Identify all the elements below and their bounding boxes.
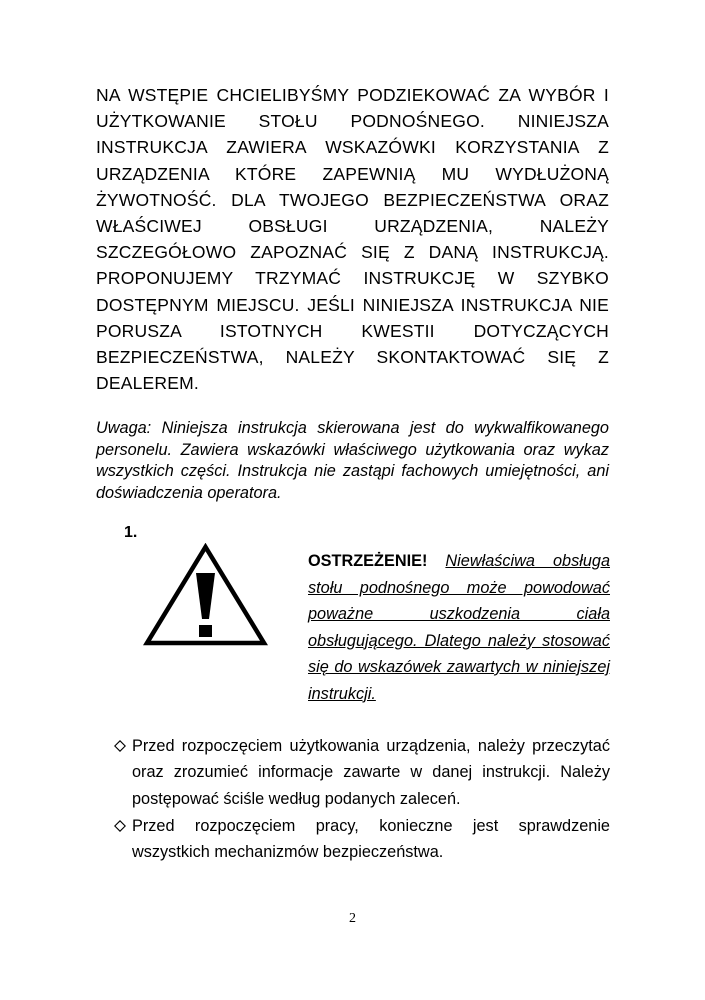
list-item [114, 733, 610, 812]
warning-block [308, 548, 610, 707]
diamond-outline-icon [114, 740, 126, 752]
warning-title: OSTRZEŻENIE! [308, 552, 428, 570]
diamond-outline-icon [114, 820, 126, 832]
list-item [114, 813, 610, 866]
note-paragraph: Uwaga: Niniejsza instrukcja skierowana jest do wykwalfikowanego personelu. Zawiera wskazówki właściwego użytkowania oraz wykaz wszystkich części. Instrukcja nie zastąpi fachowych umiejętności, ani doświadczenia operatora. [96, 419, 609, 503]
warning-message: Niewłaściwa obsługa stołu podnośnego może powodować poważne uszkodzenia ciała obsługującego. Dlatego należy stosować się do wskazówek zawartych w niniejszej instrukcji. [308, 552, 610, 703]
section-number: 1. [124, 524, 138, 541]
bullet-list [114, 733, 610, 866]
list-item-text: Przed rozpoczęciem pracy, konieczne jest sprawdzenie wszystkich mechanizmów bezpieczeństwa. [132, 816, 610, 862]
intro-paragraph: NA WSTĘPIE CHCIELIBYŚMY PODZIEKOWAĆ ZA WYBÓR I UŻYTKOWANIE STOŁU PODNOŚNEGO. NINIEJSZA INSTRUKCJA ZAWIERA WSKAZÓWKI KORZYSTANIA Z URZĄDZENIA KTÓRE ZAPEWNIĄ MU WYDŁUŻONĄ ŻYWOTNOŚĆ. DLA TWOJEGO BEZPIECZEŃSTWA ORAZ WŁAŚCIWEJ OBSŁUGI URZĄDZENIA, NALEŻY SZCZEGÓŁOWO ZAPOZNAĆ SIĘ Z DANĄ INSTRUKCJĄ. PROPONUJEMY TRZYMAĆ INSTRUKCJĘ W SZYBKO DOSTĘPNYM MIEJSCU. JEŚLI NINIEJSZA INSTRUKCJA NIE PORUSZA ISTOTNYCH KWESTII DOTYCZĄCYCH BEZPIECZEŃSTWA, NALEŻY SKONTAKTOWAĆ SIĘ Z DEALEREM. [96, 85, 609, 394]
page-number: 2 [349, 911, 356, 926]
list-item-text: Przed rozpoczęciem użytkowania urządzenia, należy przeczytać oraz zrozumieć informacje zawarte w danej instrukcji. Należy postępować ściśle według podanych zaleceń. [132, 737, 610, 808]
warning-triangle-icon [143, 543, 268, 647]
